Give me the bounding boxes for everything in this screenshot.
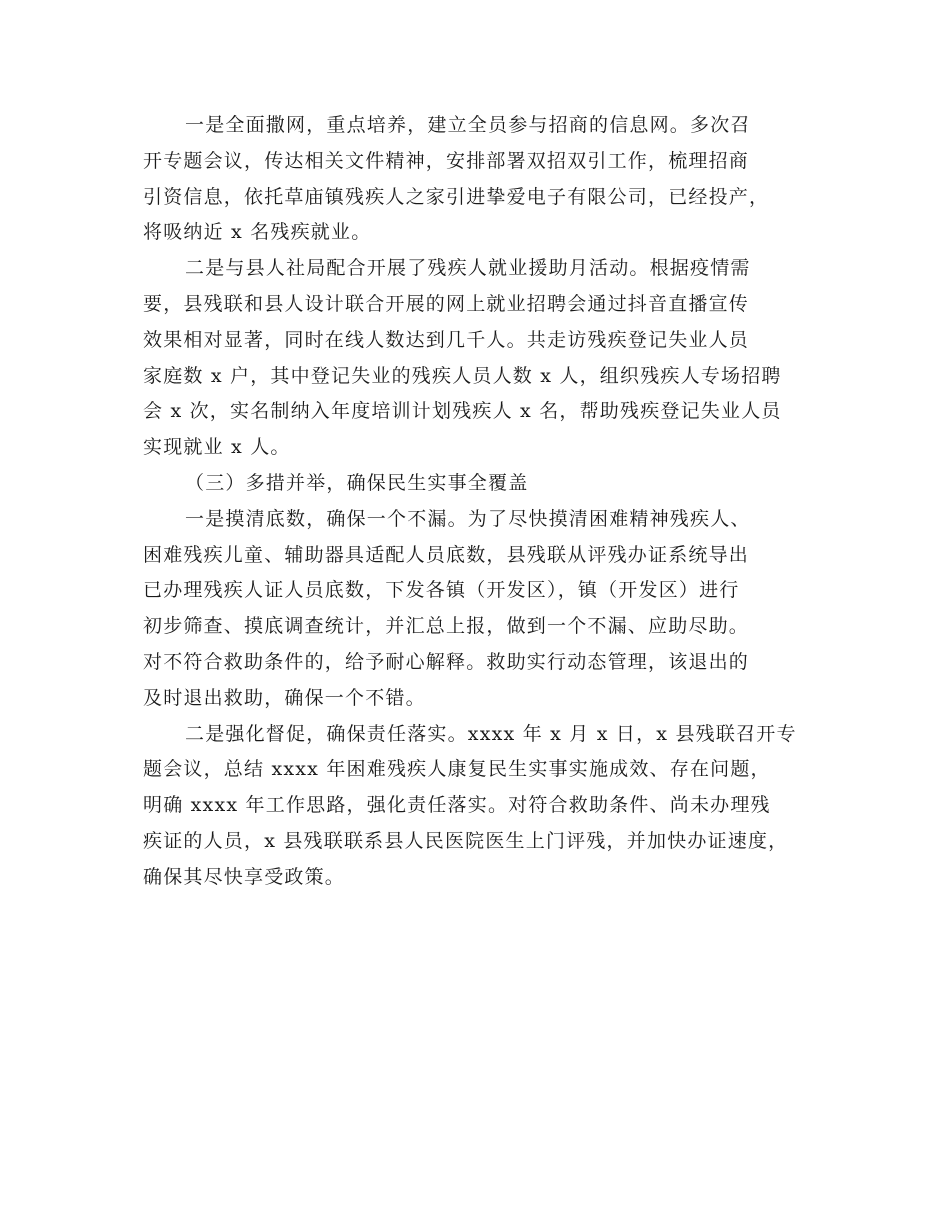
text-line: 困难残疾儿童、辅助器具适配人员底数，县残联从评残办证系统导出: [143, 543, 750, 566]
text-line: 及时退出救助，确保一个不错。: [143, 686, 426, 709]
text-line: 一是全面撒网，重点培养，建立全员参与招商的信息网。多次召: [185, 114, 751, 136]
text-line: 初步筛查、摸底调查统计，并汇总上报，做到一个不漏、应助尽助。: [143, 615, 750, 638]
text-line: 确保其尽快享受政策。: [143, 865, 346, 888]
paragraph-supervision: [143, 717, 823, 896]
text-line: 要，县残联和县人设计联合开展的网上就业招聘会通过抖音直播宣传: [143, 292, 750, 315]
paragraph-employment-assistance: [143, 251, 823, 466]
section-heading: [143, 466, 823, 502]
text-line: 二是与县人社局配合开展了残疾人就业援助月活动。根据疫情需: [185, 257, 751, 280]
text-line: 对不符合救助条件的，给予耐心解释。救助实行动态管理，该退出的: [143, 650, 750, 673]
document-body: [143, 108, 823, 896]
text-line: 会 x 次，实名制纳入年度培训计划残疾人 x 名，帮助残疾登记失业人员: [143, 400, 782, 423]
section-heading-text: （三）多措并举，确保民生实事全覆盖: [185, 471, 529, 494]
text-line: 家庭数 x 户，其中登记失业的残疾人员人数 x 人，组织残疾人专场招聘: [143, 364, 782, 387]
paragraph-verify-counts: [143, 502, 823, 717]
paragraph-recruitment-network: [143, 108, 823, 251]
text-line: 疾证的人员，x 县残联联系县人民医院医生上门评残，并加快办证速度，: [143, 829, 789, 852]
text-line: 已办理残疾人证人员底数，下发各镇（开发区），镇（开发区）进行: [143, 579, 740, 602]
text-line: 一是摸清底数，确保一个不漏。为了尽快摸清困难精神残疾人、: [185, 507, 751, 530]
text-line: 将吸纳近 x 名残疾就业。: [143, 221, 372, 244]
text-line: 二是强化督促，确保责任落实。xxxx 年 x 月 x 日，x 县残联召开专: [185, 722, 797, 745]
text-line: 题会议，总结 xxxx 年困难残疾人康复民生实事实施成效、存在问题，: [143, 758, 771, 781]
text-line: 引资信息，依托草庙镇残疾人之家引进挚爱电子有限公司，已经投产，: [143, 185, 770, 208]
text-line: 效果相对显著，同时在线人数达到几千人。共走访残疾登记失业人员: [143, 328, 750, 351]
text-line: 实现就业 x 人。: [143, 436, 291, 459]
text-line: 明确 xxxx 年工作思路，强化责任落实。对符合救助条件、尚未办理残: [143, 794, 771, 817]
text-line: 开专题会议，传达相关文件精神，安排部署双招双引工作，梳理招商: [143, 149, 750, 172]
